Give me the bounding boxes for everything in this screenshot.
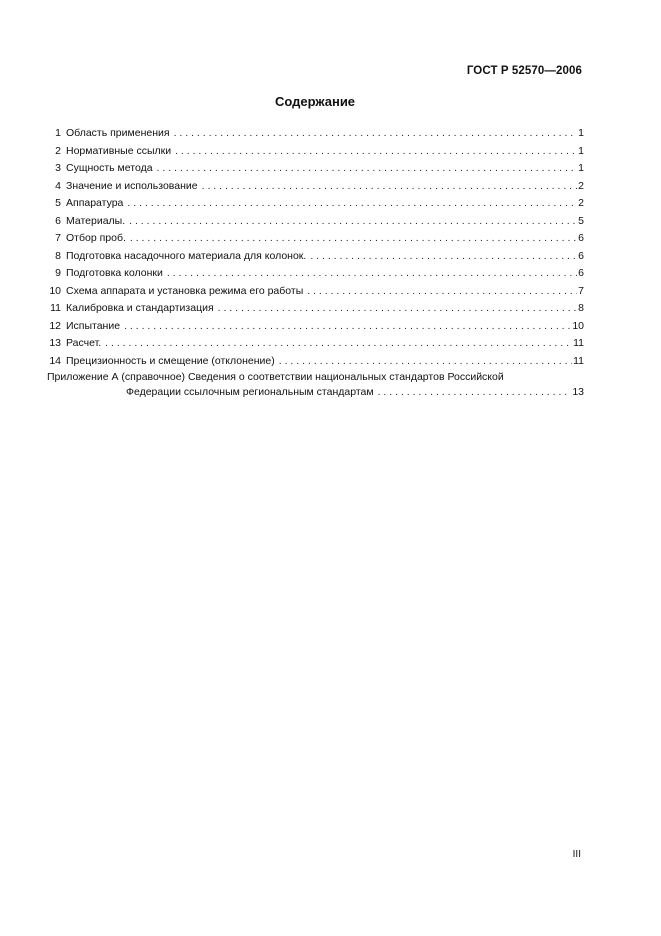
- toc-entry-label: Подготовка насадочного материала для колонок.: [66, 249, 307, 262]
- dot-leader: [175, 143, 577, 161]
- dot-leader: [174, 125, 578, 143]
- dot-leader: [307, 283, 577, 301]
- toc-entry-page: 7: [578, 284, 584, 297]
- toc-entry-number: 5: [55, 197, 61, 209]
- toc-entry-label: Отбор проб.: [66, 232, 126, 244]
- toc-entry-page: 11: [573, 354, 584, 367]
- toc-entry-label: Расчет.: [66, 337, 102, 349]
- toc-entry-page: 2: [578, 179, 584, 192]
- dot-leader: [378, 385, 572, 400]
- standard-number: ГОСТ Р 52570—2006: [466, 65, 582, 77]
- toc-entry-number: 10: [49, 284, 61, 297]
- toc-entry-page: 1: [578, 144, 584, 157]
- toc-entry[interactable]: [47, 213, 584, 231]
- toc-entry-page: 10: [572, 319, 584, 332]
- toc-entry[interactable]: [47, 265, 584, 283]
- toc-entry-page: 2: [578, 197, 584, 209]
- dot-leader: [167, 265, 577, 283]
- page-number: III: [572, 849, 581, 860]
- toc-entry-number: 13: [49, 337, 61, 349]
- toc-entry[interactable]: [47, 195, 584, 213]
- toc-entry[interactable]: [47, 178, 584, 196]
- toc-entry-number: 2: [55, 144, 61, 157]
- toc-entry-page: 5: [578, 214, 584, 227]
- toc-entry-label: Нормативные ссылки: [66, 144, 172, 157]
- annex-title-line2: Федерации ссылочным региональным стандартам: [126, 386, 374, 398]
- toc-entry-page: 11: [573, 337, 584, 349]
- toc-entry[interactable]: [47, 125, 584, 143]
- toc-title: Содержание: [274, 94, 356, 109]
- annex-page-number: 13: [572, 386, 584, 398]
- dot-leader: [279, 353, 572, 371]
- toc-entry[interactable]: [47, 283, 584, 301]
- toc-entry-number: 4: [55, 179, 61, 192]
- dot-leader: [310, 248, 577, 266]
- toc-entry-label: Значение и использование: [66, 179, 198, 192]
- toc-entry-page: 6: [578, 232, 584, 244]
- toc-entry-number: 6: [55, 214, 61, 227]
- toc-entry[interactable]: [47, 230, 584, 248]
- toc-entry-label: Прецизионность и смещение (отклонение): [66, 354, 275, 367]
- toc-entry[interactable]: [47, 160, 584, 178]
- toc-entry-label: Сущность метода: [66, 162, 153, 174]
- dot-leader: [218, 300, 578, 318]
- toc-entry-label: Схема аппарата и установка режима его работы: [66, 284, 304, 297]
- dot-leader: [105, 335, 572, 353]
- toc-entry-number: 3: [55, 162, 61, 174]
- toc-entry-label: Калибровка и стандартизация: [66, 302, 214, 314]
- toc-entry-number: 8: [55, 249, 61, 262]
- toc-entry-page: 1: [578, 162, 584, 174]
- toc-entry-number: 9: [55, 267, 61, 279]
- dot-leader: [127, 195, 577, 213]
- toc-entry-number: 14: [49, 354, 61, 367]
- toc-entry-page: 1: [578, 127, 584, 139]
- toc-entry[interactable]: [47, 318, 584, 336]
- toc-annex-entry[interactable]: [47, 370, 584, 400]
- table-of-contents: [47, 125, 584, 400]
- toc-entry-number: 1: [55, 127, 61, 139]
- dot-leader: [157, 160, 578, 178]
- dot-leader: [202, 178, 578, 196]
- toc-entry-page: 6: [578, 267, 584, 279]
- dot-leader: [130, 230, 577, 248]
- toc-entry[interactable]: [47, 248, 584, 266]
- toc-entry[interactable]: [47, 300, 584, 318]
- dot-leader: [124, 318, 571, 336]
- dot-leader: [129, 213, 577, 231]
- toc-entry-page: 8: [578, 302, 584, 314]
- toc-entry-label: Аппаратура: [66, 197, 124, 209]
- toc-entry-label: Материалы.: [66, 214, 126, 227]
- toc-entry-label: Область применения: [66, 127, 170, 139]
- toc-entry-number: 12: [49, 319, 61, 332]
- toc-entry-number: 7: [55, 232, 61, 244]
- toc-entry-label: Подготовка колонки: [66, 267, 163, 279]
- toc-entry-label: Испытание: [66, 319, 121, 332]
- toc-entry[interactable]: [47, 335, 584, 353]
- toc-entry-page: 6: [578, 249, 584, 262]
- toc-entry[interactable]: [47, 353, 584, 371]
- toc-entry-number: 11: [50, 302, 61, 314]
- toc-entry[interactable]: [47, 143, 584, 161]
- annex-title-line1: Приложение А (справочное) Сведения о соответствии национальных стандартов Российской: [47, 371, 504, 383]
